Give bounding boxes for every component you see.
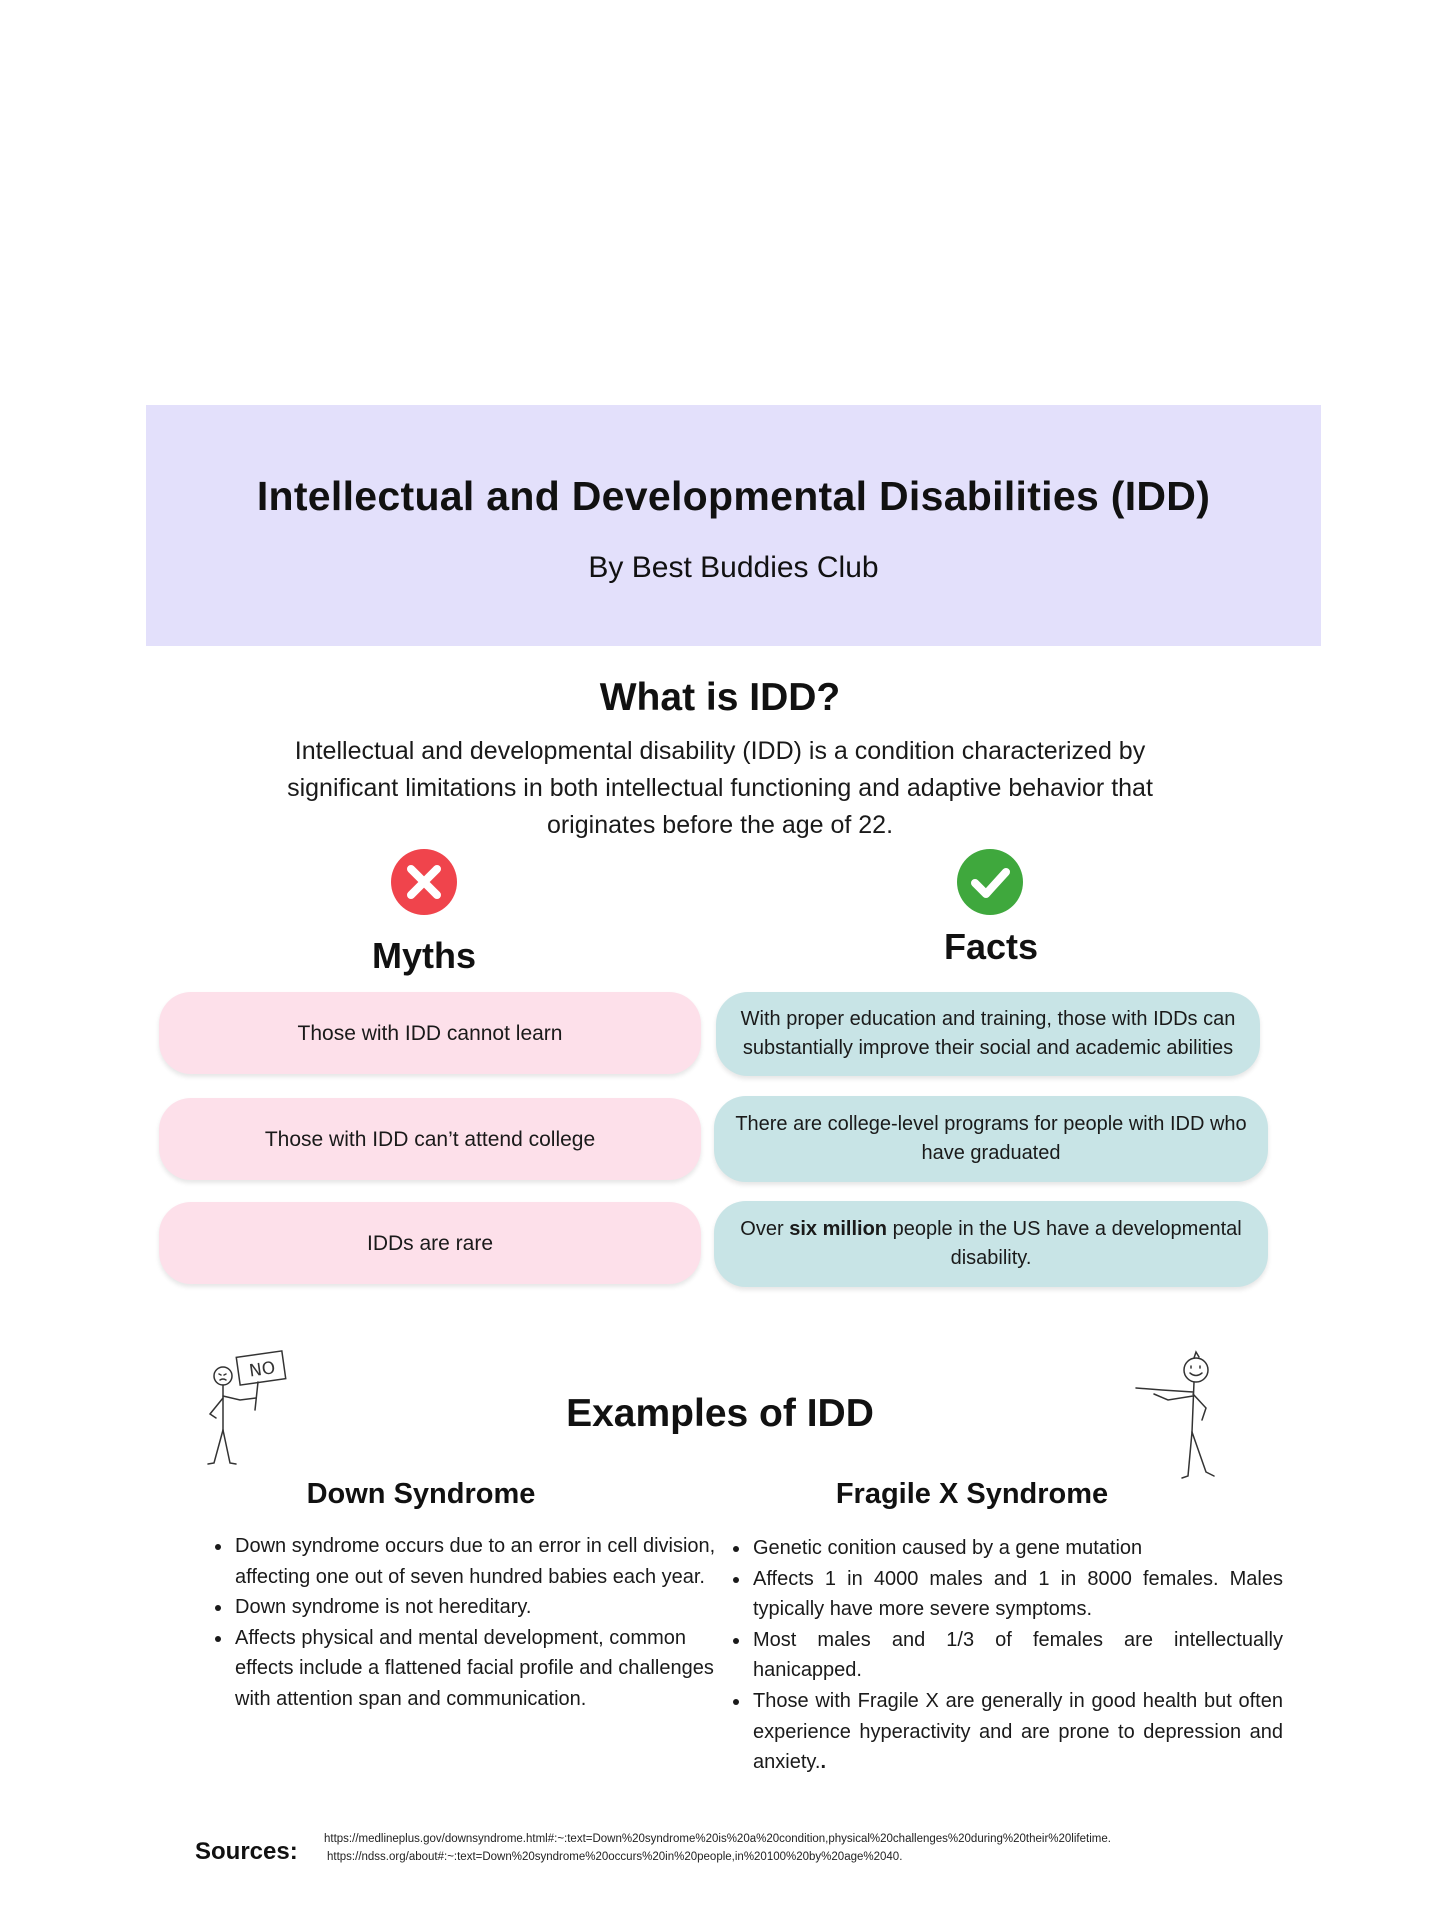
fact-card: [716, 992, 1260, 1076]
examples-heading: Examples of IDD: [566, 1392, 874, 1435]
intro-line: significant limitations in both intellectual functioning and adaptive behavior that: [287, 774, 1153, 802]
list-item: • Genetic conition caused by a gene mutation: [751, 1533, 1283, 1564]
list-item: • Those with Fragile X are generally in good health but often experience hyperactivity and are prone to depression and anxiety..: [751, 1686, 1283, 1778]
myths-title: Myths: [371, 935, 476, 976]
fragile-x-list: [731, 1533, 1283, 1778]
source-link[interactable]: https://ndss.org/about#:~:text=Down%20syndrome%20occurs%20in%20people,in%20100%20by%20age%2040.: [327, 1851, 903, 1863]
x-circle-icon: [391, 849, 457, 915]
myth-card: [159, 1098, 701, 1180]
fact-text: have graduated: [921, 1142, 1061, 1164]
page-subtitle: By Best Buddies Club: [588, 551, 879, 584]
source-link[interactable]: https://medlineplus.gov/downsyndrome.html#:~:text=Down%20syndrome%20is%20a%20condition,physical%20challenges%20during%20their%20lifetime.: [324, 1833, 1111, 1845]
intro-line: originates before the age of 22.: [546, 811, 894, 839]
sources-label: Sources:: [195, 1838, 298, 1865]
list-item: • Affects physical and mental development, common effects include a flattened facial profile and challenges with attention span and communication.: [233, 1623, 723, 1715]
list-item: • Down syndrome is not hereditary.: [233, 1592, 723, 1623]
fragile-x-title: Fragile X Syndrome: [835, 1478, 1109, 1510]
fact-card: [714, 1096, 1268, 1182]
facts-title: Facts: [943, 926, 1039, 967]
myth-text: Those with IDD can’t attend college: [264, 1127, 596, 1151]
myth-card: [159, 992, 701, 1074]
myth-text: IDDs are rare: [366, 1231, 494, 1255]
what-is-heading: What is IDD?: [599, 676, 841, 719]
page-title: Intellectual and Developmental Disabilities (IDD): [256, 473, 1211, 519]
list-item: • Most males and 1/3 of females are intellectually hanicapped.: [751, 1625, 1283, 1686]
check-circle-icon: [957, 849, 1023, 915]
myth-text: Those with IDD cannot learn: [297, 1021, 563, 1045]
fact-text: disability.: [950, 1247, 1032, 1269]
fact-text: With proper education and training, those with IDDs can: [740, 1008, 1236, 1030]
fact-card: [714, 1201, 1268, 1287]
intro-paragraph: [250, 733, 1190, 844]
down-syndrome-title: Down Syndrome: [306, 1478, 536, 1510]
intro-line: Intellectual and developmental disability (IDD) is a condition characterized by: [294, 737, 1146, 765]
fact-text: substantially improve their social and academic abilities: [742, 1037, 1234, 1059]
down-syndrome-list: [213, 1531, 723, 1715]
fact-text: Over six million people in the US have a developmental: [740, 1218, 1242, 1240]
list-item: • Down syndrome occurs due to an error in cell division, affecting one out of seven hundred babies each year.: [233, 1531, 723, 1592]
fact-text: There are college-level programs for people with IDD who: [735, 1113, 1247, 1135]
list-item: • Affects 1 in 4000 males and 1 in 8000 females. Males typically have more severe symptoms.: [751, 1564, 1283, 1625]
myth-card: [159, 1202, 701, 1284]
sign-text: NO: [247, 1358, 277, 1382]
header-band: [146, 405, 1321, 646]
fact-emphasis: six million: [789, 1218, 888, 1240]
